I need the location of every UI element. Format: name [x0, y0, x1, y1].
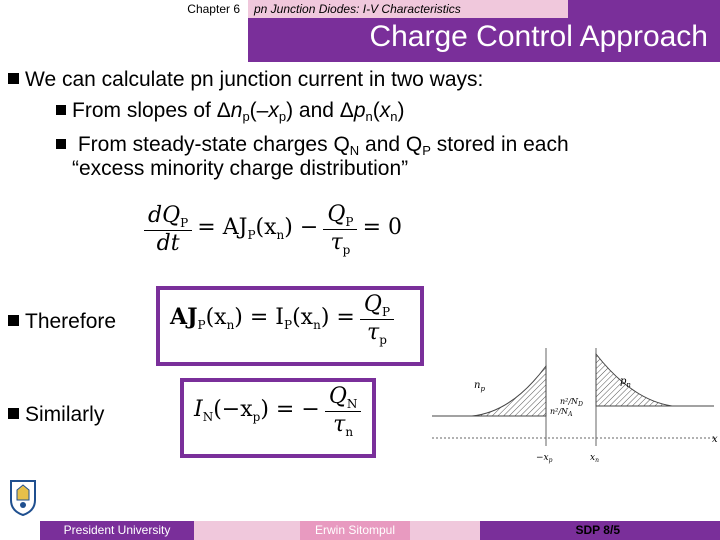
eq-text: dQ: [148, 203, 181, 228]
eq-text: I: [194, 397, 203, 422]
footer-institution: President University: [40, 521, 194, 540]
bullet-sub2-sub: P: [422, 143, 431, 158]
eq-text: ) = −: [260, 397, 320, 422]
eq-text: τ: [330, 230, 343, 255]
bullet-sub1-x: x: [268, 99, 279, 122]
eq-sub: P: [284, 318, 293, 332]
bullet-sub2-text: stored in each: [436, 133, 569, 156]
eq-text: Q: [327, 202, 346, 227]
bullet-sub1-sub: p: [278, 109, 287, 124]
bullet-sub1-x: x: [379, 99, 391, 122]
footer-author: Erwin Sitompul: [300, 521, 410, 540]
bullet-sub1-sub: p: [242, 109, 250, 124]
fraction-dqp-dt: [144, 203, 192, 256]
eq-text: (x: [292, 305, 314, 330]
fraction-qp-tau: [323, 202, 357, 257]
bullet-sub1-pn: p: [353, 99, 366, 122]
chapter-title: [248, 0, 568, 18]
bullet-similarly-text: Similarly: [25, 403, 105, 426]
fraction-qn-taun: [325, 384, 362, 439]
bullet-main-text: We can calculate pn junction current in two ways:: [25, 68, 484, 91]
bullet-sub1-text: ) and Δ: [286, 99, 354, 122]
eq-sub: P: [197, 318, 206, 332]
label-xn: $x_n$: [590, 453, 599, 464]
bullet-sub2-text: From steady-state charges Q: [77, 133, 350, 156]
square-bullet-icon: [8, 408, 19, 419]
eq-text: ) =: [320, 305, 355, 330]
square-bullet-icon: [56, 105, 66, 115]
eq-text: ) −: [284, 215, 319, 240]
eq-text: Q: [363, 292, 382, 317]
bullet-sub2-text: and Q: [365, 133, 423, 156]
eq-sub: P: [247, 228, 256, 242]
bullet-sub2-sub: N: [349, 143, 360, 158]
label-pn: $p_n$: [620, 376, 631, 389]
eq-text: AJ: [170, 304, 198, 330]
bullet-similarly: [8, 403, 104, 427]
bullet-sub1-text: From slopes of Δ: [72, 99, 231, 122]
eq-sub: p: [379, 333, 387, 347]
bullet-sub2-line2: “excess minority charge distribution”: [72, 157, 409, 180]
eq-text: (−x: [213, 397, 253, 422]
bullet-sub1-np: n: [230, 99, 243, 122]
eq-sub: n: [313, 318, 321, 332]
minority-carrier-figure: [432, 340, 720, 470]
eq-text: Q: [328, 384, 347, 409]
square-bullet-icon: [56, 139, 66, 149]
bullet-therefore-text: Therefore: [25, 310, 117, 333]
equation-electron-current: [194, 384, 361, 439]
slide-title: Charge Control Approach: [369, 20, 708, 53]
excess-holes-region: [596, 354, 672, 406]
eq-sub: n: [226, 318, 235, 332]
label-x-axis: x: [712, 434, 718, 445]
eq-text: = 0: [362, 215, 403, 240]
eq-text: τ: [367, 320, 380, 345]
bullet-sub1: [56, 99, 404, 129]
university-seal-icon: [8, 478, 38, 516]
eq-sub: p: [342, 243, 351, 257]
eq-sub: p: [252, 410, 261, 424]
label-np: $n_p$: [474, 380, 485, 393]
eq-text: = AJ: [197, 215, 248, 240]
bullet-main: [8, 68, 483, 92]
chapter-title-text: pn Junction Diodes: I-V Characteristics: [254, 2, 461, 16]
bullet-sub1-text: (: [372, 99, 380, 122]
bullet-therefore: [8, 310, 116, 334]
footer-page: SDP 8/5: [480, 521, 720, 540]
eq-sub: N: [346, 397, 358, 411]
eq-text: (x: [205, 305, 227, 330]
bullet-sub1-text: ): [397, 99, 405, 122]
carrier-distribution-svg: [432, 340, 720, 470]
logo-svg: [8, 478, 38, 516]
eq-sub: P: [345, 215, 354, 229]
eq-sub: n: [276, 228, 285, 242]
eq-text: τ: [333, 412, 346, 437]
eq-sub: P: [180, 216, 189, 230]
square-bullet-icon: [8, 73, 19, 84]
label-ni2-nd: $n^2/N_D$: [560, 397, 583, 408]
label-ni2-na: $n^2/N_A$: [550, 407, 573, 418]
label-neg-xp: $-x_p$: [536, 453, 553, 464]
bullet-sub1-sub: n: [390, 109, 398, 124]
eq-sub: n: [345, 425, 354, 439]
equation-charge-balance: [144, 202, 402, 257]
bullet-sub1-sub: n: [365, 109, 373, 124]
bullet-sub1-text: (–: [249, 99, 269, 122]
eq-text: ) = I: [234, 305, 284, 330]
eq-text: (x: [255, 215, 277, 240]
eq-text: dt: [156, 231, 180, 256]
chapter-label: Chapter 6: [0, 0, 248, 18]
equation-hole-current: [170, 292, 394, 347]
eq-sub: P: [381, 305, 391, 319]
eq-sub: N: [202, 410, 214, 424]
square-bullet-icon: [8, 315, 19, 326]
fraction-qp-taup: [360, 292, 394, 347]
